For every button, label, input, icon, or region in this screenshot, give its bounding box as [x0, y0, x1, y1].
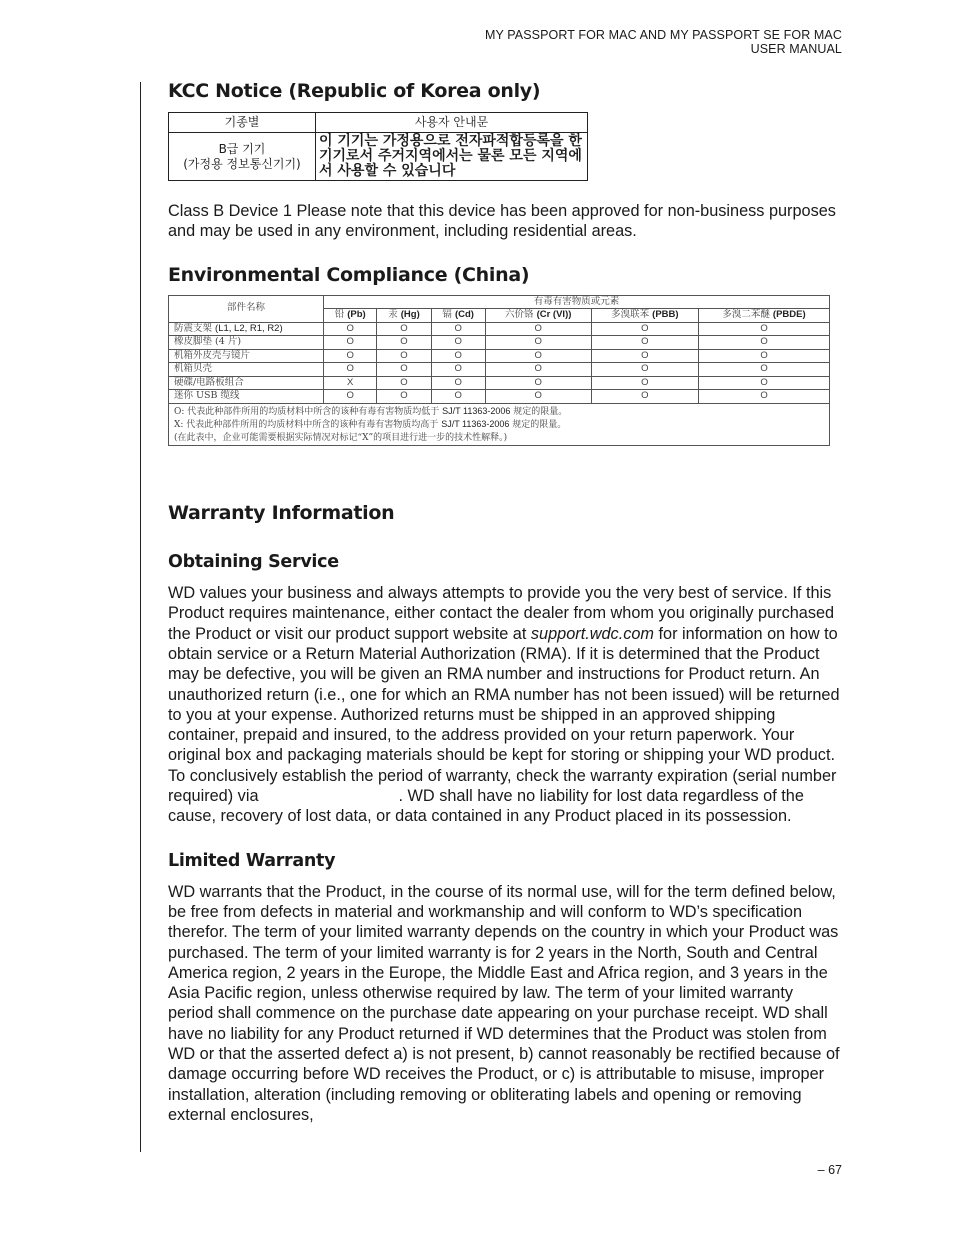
kcc-header-left: 기종별 — [169, 113, 316, 133]
footnote-o-end: 规定的限量。 — [513, 406, 568, 417]
row-0-name: 防震支架 — [174, 322, 213, 334]
footnote-x-end: 规定的限量。 — [512, 420, 567, 431]
row-4-mark-1: O — [377, 376, 431, 390]
row-3-mark-5: O — [699, 363, 830, 377]
table-row — [169, 376, 830, 390]
col-0-code: (Pb) — [347, 309, 366, 321]
row-1-mark-4: O — [591, 336, 698, 350]
col-1-code: (Hg) — [400, 309, 420, 321]
table-row — [169, 336, 830, 350]
col-4-code: (PBB) — [652, 309, 679, 321]
kcc-header-right: 사용자 안내문 — [316, 113, 588, 133]
row-5-mark-5: O — [699, 390, 830, 404]
row-5-name: 迷你 — [174, 390, 194, 402]
col-2-cn: 镉 — [442, 309, 452, 321]
row-3-mark-4: O — [591, 363, 698, 377]
row-0-mark-5: O — [699, 322, 830, 336]
row-2-mark-0: O — [324, 349, 377, 363]
header-subtitle: USER MANUAL — [750, 42, 842, 56]
row-0-mark-3: O — [485, 322, 591, 336]
row-4-mark-2: O — [431, 376, 485, 390]
row-2-name: 机箱外皮壳与镜片 — [174, 349, 251, 361]
obtaining-service-heading: Obtaining Service — [168, 552, 339, 573]
china-heading: Environmental Compliance (China) — [168, 263, 530, 286]
row-3-mark-2: O — [431, 363, 485, 377]
obtaining-service-paragraph — [168, 583, 840, 827]
row-1-mark-0: O — [324, 336, 377, 350]
row-0-name-en: (L1, L2, R1, R2) — [215, 322, 283, 334]
row-2-mark-1: O — [377, 349, 431, 363]
footnote-o — [174, 405, 824, 419]
row-3-mark-0: O — [324, 363, 377, 377]
table-row — [169, 349, 830, 363]
col-5-cn: 多溴二苯醚 — [722, 309, 770, 321]
obtaining-text-b: for information on how to obtain service or a Return Material Authorization (RMA). If it is determined that the Product may be defective, you will be given an RMA number and instructions for Product return. An unauthorized return (i.e., one for which an RMA number has not been issued) will be returned to you at your expense. Authorized returns must be shipped in an approved shipping container, prepaid and insured, to the address provided on your return paperwork. Your original box and packaging materials should be kept for storing or shipping your WD product. To conclusively establish the period of warranty, check the warranty expiration (serial number required) via — [168, 624, 840, 806]
row-2-mark-2: O — [431, 349, 485, 363]
row-3-name: 机箱贝壳 — [174, 363, 213, 375]
col-3-cn: 六价铬 — [505, 309, 534, 321]
footnote-o-standard: SJ/T 11363-2006 — [442, 405, 511, 416]
kcc-heading: KCC Notice (Republic of Korea only) — [168, 80, 541, 102]
kcc-paragraph: Class B Device 1 Please note that this device has been approved for non-business purposes and may be used in any environment, including residential areas. — [168, 202, 836, 241]
row-5-mark-4: O — [591, 390, 698, 404]
row-4-name: 硬碟/电路板组合 — [174, 376, 244, 388]
row-3-mark-3: O — [485, 363, 591, 377]
footnote-x-standard: SJ/T 11363-2006 — [441, 419, 510, 430]
footnote-x — [174, 418, 824, 432]
col-5-code: (PBDE) — [772, 309, 806, 321]
running-header — [485, 28, 842, 56]
substances-header: 有毒有害物质或元素 — [324, 295, 830, 309]
china-compliance-table — [168, 295, 830, 447]
row-2-mark-3: O — [485, 349, 591, 363]
page-number: – 67 — [817, 1163, 842, 1177]
table-row — [169, 322, 830, 336]
row-1-mark-2: O — [431, 336, 485, 350]
row-5-mark-2: O — [431, 390, 485, 404]
row-5-mark-1: O — [377, 390, 431, 404]
obtaining-text-c: . WD shall have no liability for lost data regardless of the cause, recovery of lost data, or data contained in any Product placed in its possession. — [168, 787, 804, 826]
row-1-mark-5: O — [699, 336, 830, 350]
col-1-cn: 汞 — [388, 309, 398, 321]
margin-rule — [140, 82, 141, 1152]
row-1-mark-1: O — [377, 336, 431, 350]
row-1-name-en: (4 片) — [215, 336, 242, 348]
header-title: MY PASSPORT FOR MAC AND MY PASSPORT SE FOR MAC — [485, 28, 842, 42]
row-0-mark-4: O — [591, 322, 698, 336]
row-5-name-en: USB 缆线 — [196, 390, 240, 402]
row-4-mark-3: O — [485, 376, 591, 390]
row-4-mark-0: X — [324, 376, 377, 390]
footnote-note: (在此表中，企业可能需要根据实际情况对标记“X”的项目进行进一步的技术性解释。) — [174, 432, 508, 443]
col-0-cn: 铅 — [334, 309, 345, 321]
col-2-code: (Cd) — [454, 309, 474, 321]
obtaining-text-a: WD values your business and always attempts to provide you the very best of service. If this Product requires maintenance, either contact the dealer from whom you originally purchased the Product or visit our product support website at — [168, 584, 835, 643]
row-0-mark-0: O — [324, 322, 377, 336]
warranty-heading: Warranty Information — [168, 502, 395, 525]
row-0-mark-2: O — [431, 322, 485, 336]
footnote-x-text: X: 代表此种部件所用的均质材料中所含的该种有毒有害物质均高于 — [174, 420, 439, 431]
row-5-mark-3: O — [485, 390, 591, 404]
col-4-cn: 多溴联苯 — [611, 309, 650, 321]
support-link[interactable]: support.wdc.com — [530, 624, 654, 643]
row-1-name: 橡皮脚垫 — [174, 336, 213, 348]
kcc-device-class — [169, 133, 316, 181]
footnote-o-text: O: 代表此种部件所用的均质材料中所含的该种有毒有害物质均低于 — [174, 406, 440, 417]
row-4-mark-5: O — [699, 376, 830, 390]
kcc-user-notice: 이 기기는 가정용으로 전자파적합등록을 한 기기로서 주거지역에서는 물론 모든 지역에서 사용할 수 있습니다 — [316, 133, 588, 181]
row-1-mark-3: O — [485, 336, 591, 350]
kcc-class-b: B급 기기 — [218, 141, 266, 156]
table-row — [169, 390, 830, 404]
limited-warranty-paragraph: WD warrants that the Product, in the course of its normal use, will for the term defined below, be free from defects in material and workmanship and will conform to WD’s specification therefor. The term of your limited warranty depends on the country in which your Product was purchased. The term of your limited warranty is for 2 years in the North, South and Central America region, 2 years in the Europe, the Middle East and Africa region, and 3 years in the Asia Pacific region, unless otherwise required by law. The term of your limited warranty period shall commence on the purchase date appearing on your purchase receipt. WD shall have no liability for any Product returned if WD determines that the Product was stolen from WD or that the asserted defect a) is not present, b) cannot reasonably be rectified because of damage occurring before WD receives the Product, or c) is attributable to misuse, improper installation, alteration (including removing or obliterating labels and opening or removing external enclosures, — [168, 882, 840, 1124]
row-2-mark-5: O — [699, 349, 830, 363]
row-3-mark-1: O — [377, 363, 431, 377]
row-5-mark-0: O — [324, 390, 377, 404]
limited-warranty-heading: Limited Warranty — [168, 850, 336, 871]
table-row — [169, 363, 830, 377]
row-0-mark-1: O — [377, 322, 431, 336]
part-name-header: 部件名称 — [169, 295, 324, 322]
col-3-code: (Cr (VI)) — [536, 309, 572, 321]
kcc-table — [168, 112, 588, 181]
table-footnotes — [169, 403, 830, 446]
row-4-mark-4: O — [591, 376, 698, 390]
row-2-mark-4: O — [591, 349, 698, 363]
page-content — [168, 78, 840, 1125]
kcc-class-desc: (가정용 정보통신기기) — [183, 156, 301, 171]
